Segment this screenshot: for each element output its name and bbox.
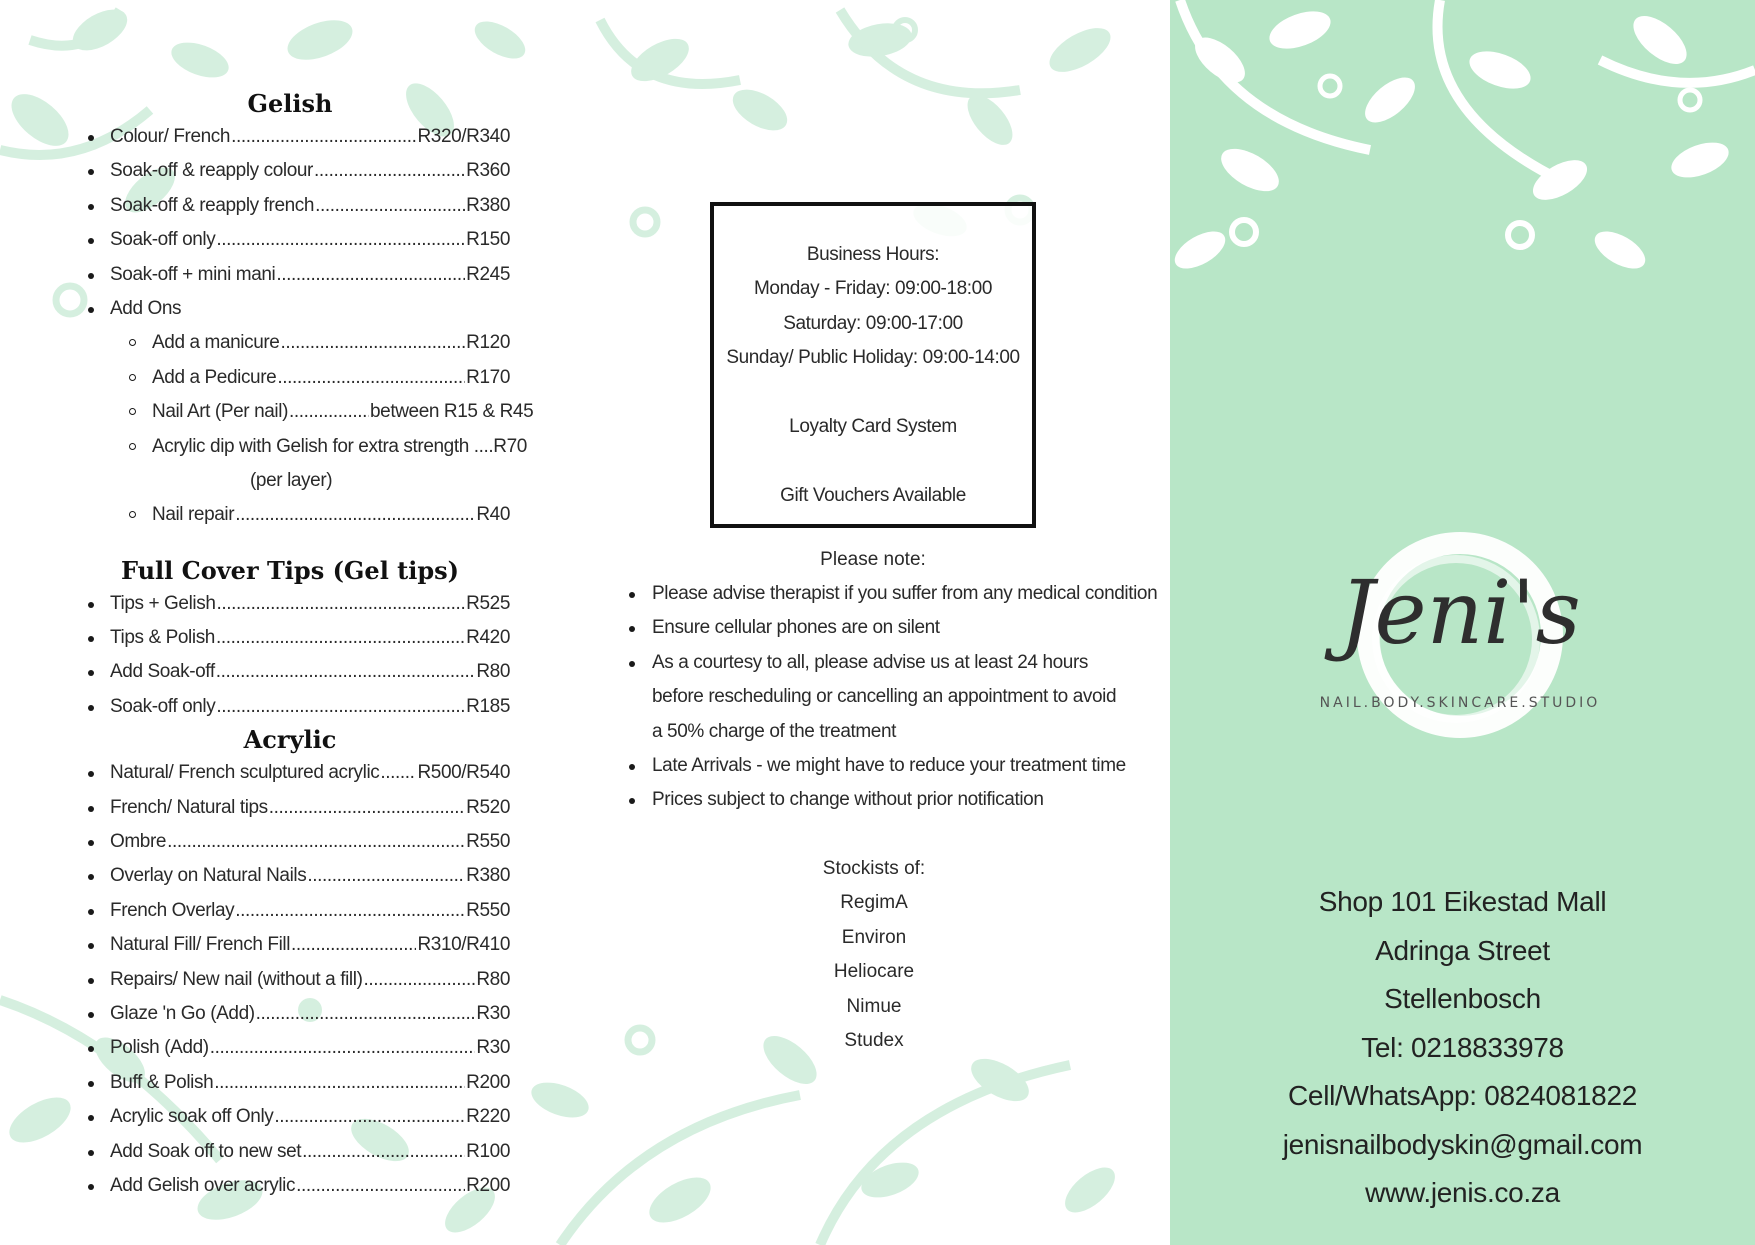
list-item: Polish (Add) ..... R30 bbox=[80, 1031, 510, 1065]
list-item: Soak-off & reapply colour ..... R360 bbox=[80, 154, 510, 188]
telephone: Tel: 0218833978 bbox=[1361, 1031, 1564, 1063]
tips-list bbox=[80, 587, 510, 725]
notes-title: Please note: bbox=[820, 549, 926, 570]
hours-weekday: Monday - Friday: 09:00-18:00 bbox=[753, 278, 993, 300]
stockist-brand: RegimA bbox=[840, 892, 908, 914]
list-item: Add a Pedicure ..... R170 bbox=[80, 361, 510, 395]
stockists-title: Stockists of: bbox=[822, 858, 926, 879]
list-item: Soak-off & reapply french ..... R380 bbox=[80, 189, 510, 223]
cell-whatsapp: Cell/WhatsApp: 0824081822 bbox=[1288, 1080, 1637, 1111]
list-item: French Overlay ..... R550 bbox=[80, 894, 510, 928]
stockist-brand: Nimue bbox=[846, 995, 902, 1017]
stockists-section bbox=[760, 852, 988, 1058]
acrylic-title: Acrylic bbox=[243, 725, 337, 755]
email-link[interactable]: jenisnailbodyskin@gmail.com bbox=[1282, 1128, 1643, 1160]
note-item: Prices subject to change without prior notification bbox=[618, 783, 1158, 817]
acrylic-list bbox=[80, 756, 510, 1203]
list-item: Colour/ French ..... R320/R340 bbox=[80, 120, 510, 154]
hours-saturday: Saturday: 09:00-17:00 bbox=[783, 312, 963, 334]
list-item: Glaze 'n Go (Add) ..... R30 bbox=[80, 997, 510, 1031]
brand-logo bbox=[1290, 525, 1630, 745]
business-hours-box bbox=[710, 202, 1036, 528]
list-item: Soak-off only ..... R150 bbox=[80, 223, 510, 257]
gelish-title: Gelish bbox=[247, 89, 333, 118]
list-item: Natural Fill/ French Fill ..... R310/R410 bbox=[80, 928, 510, 962]
list-item: Add Soak-off ..... R80 bbox=[80, 655, 510, 689]
list-item: Soak-off + mini mani ..... R245 bbox=[80, 258, 510, 292]
list-item: Add Soak off to new set ..... R100 bbox=[80, 1135, 510, 1169]
list-item: Acrylic dip with Gelish for extra strength ....R70 bbox=[80, 430, 510, 464]
list-item: Soak-off only ..... R185 bbox=[80, 690, 510, 724]
add-ons-label: Add Ons bbox=[80, 292, 510, 326]
gelish-list bbox=[80, 120, 534, 533]
note-item: Ensure cellular phones are on silent bbox=[618, 611, 1158, 645]
logo-ring-graphic bbox=[1290, 525, 1630, 745]
list-item: Overlay on Natural Nails ..... R380 bbox=[80, 859, 510, 893]
address-line-2: Adringa Street bbox=[1375, 934, 1550, 966]
list-item: Buff & Polish ..... R200 bbox=[80, 1066, 510, 1100]
logo-name: Jeni's bbox=[1339, 561, 1581, 664]
list-item: Add a manicure ..... R120 bbox=[80, 326, 510, 360]
list-item: Natural/ French sculptured acrylic ..... R500/R540 bbox=[80, 756, 510, 790]
list-item: Nail Art (Per nail) ..... between R15 & R45 bbox=[80, 395, 510, 429]
notes-list bbox=[618, 577, 1158, 818]
note-item: As a courtesy to all, please advise us at least 24 hours before rescheduling or cancelling an appointment to avoid a 50% charge of the treatment bbox=[618, 646, 1122, 749]
list-item: Ombre ..... R550 bbox=[80, 825, 510, 859]
list-item: Add Gelish over acrylic ..... R200 bbox=[80, 1169, 510, 1203]
list-item: Nail repair ..... R40 bbox=[80, 498, 510, 532]
list-item-continued: (per layer) bbox=[250, 469, 333, 491]
list-item: Tips & Polish ..... R420 bbox=[80, 621, 510, 655]
loyalty-card-text: Loyalty Card System bbox=[789, 415, 957, 437]
left-column bbox=[80, 88, 534, 1203]
hours-title: Business Hours: bbox=[806, 244, 940, 265]
address-city: Stellenbosch bbox=[1384, 983, 1541, 1014]
logo-tagline: NAIL.BODY.SKINCARE.STUDIO bbox=[1319, 695, 1601, 711]
stockist-brand: Heliocare bbox=[833, 961, 915, 983]
note-item: Please advise therapist if you suffer from any medical condition bbox=[618, 577, 1158, 611]
address-line-1: Shop 101 Eikestad Mall bbox=[1318, 886, 1607, 917]
list-item: French/ Natural tips ..... R520 bbox=[80, 791, 510, 825]
stockist-brand: Environ bbox=[841, 926, 907, 948]
website-link[interactable]: www.jenis.co.za bbox=[1365, 1177, 1560, 1208]
list-item: Tips + Gelish ..... R525 bbox=[80, 587, 510, 621]
list-item: Repairs/ New nail (without a fill) ..... R80 bbox=[80, 963, 510, 997]
tips-title: Full Cover Tips (Gel tips) bbox=[120, 555, 460, 585]
list-item: Acrylic soak off Only ..... R220 bbox=[80, 1100, 510, 1134]
stockist-brand: Studex bbox=[844, 1029, 904, 1051]
contact-details bbox=[1170, 878, 1755, 1218]
notes-section bbox=[618, 543, 1158, 818]
gift-vouchers-text: Gift Vouchers Available bbox=[780, 484, 966, 506]
hours-sunday: Sunday/ Public Holiday: 09:00-14:00 bbox=[726, 347, 1020, 369]
note-item: Late Arrivals - we might have to reduce your treatment time bbox=[618, 749, 1158, 783]
